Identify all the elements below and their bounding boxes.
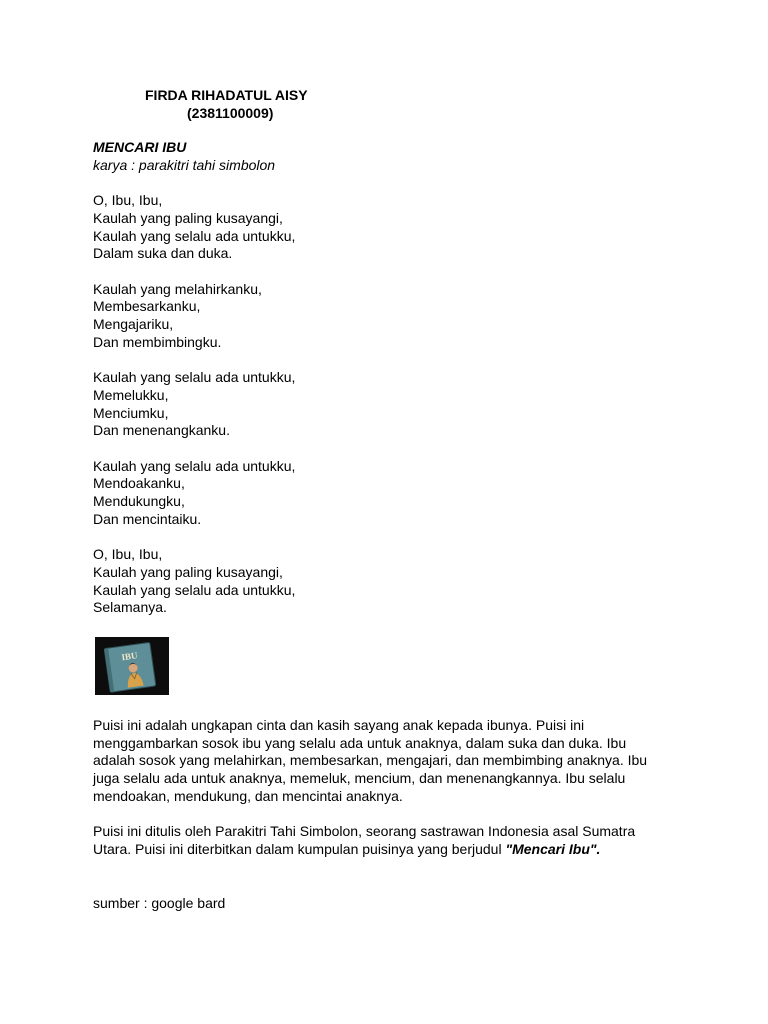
poem-line: Memelukku,: [93, 386, 169, 403]
poem-line: Kaulah yang melahirkanku,: [93, 280, 262, 297]
poem-section: [93, 139, 673, 617]
author-name: FIRDA RIHADATUL AISY: [145, 87, 308, 103]
poem-line: Kaulah yang paling kusayangi,: [93, 563, 283, 580]
poem-line: Selamanya.: [93, 599, 167, 616]
poem-author: karya : parakitri tahi simbolon: [93, 156, 276, 173]
description-section: [93, 717, 668, 859]
poem-line: O, Ibu, Ibu,: [93, 192, 163, 209]
poem-line: Mengajariku,: [93, 316, 174, 332]
stanza: [93, 369, 673, 440]
stanza: [93, 546, 673, 617]
stanza: [93, 281, 673, 352]
poem-line: Mendoakanku,: [93, 475, 185, 492]
poem-line: Kaulah yang paling kusayangi,: [93, 209, 283, 226]
poem-line: Kaulah yang selalu ada untukku,: [93, 227, 296, 244]
poem-line: Dan membimbingku.: [93, 333, 222, 350]
poem-line: Kaulah yang selalu ada untukku,: [93, 581, 296, 598]
poem-title: MENCARI IBU: [93, 139, 187, 155]
poem-line: Kaulah yang selalu ada untukku,: [93, 457, 296, 474]
book-title-emphasis: "Mencari Ibu".: [505, 840, 601, 857]
cover-title-text: IBU: [120, 650, 139, 663]
description-paragraph: [93, 823, 668, 858]
poem-line: Membesarkanku,: [93, 298, 201, 315]
stanza: [93, 192, 673, 263]
book-cover-image: [95, 637, 169, 695]
source-line: sumber : google bard: [93, 895, 226, 911]
description-text: Puisi ini ditulis oleh Parakitri Tahi Simbolon, seorang sastrawan Indonesia asal Sumatra Utara. Puisi ini diterbitkan dalam kumpulan puisinya yang berjudul: [93, 823, 636, 857]
poem-line: Menciumku,: [93, 404, 169, 421]
poem-line: Dan mencintaiku.: [93, 510, 202, 527]
poem-line: Kaulah yang selalu ada untukku,: [93, 369, 296, 386]
poem-line: Dalam suka dan duka.: [93, 245, 233, 262]
poem-line: O, Ibu, Ibu,: [93, 546, 163, 563]
poem-line: Dan menenangkanku.: [93, 422, 230, 439]
book-cover-illustration: [95, 637, 169, 695]
poem-line: Mendukungku,: [93, 493, 185, 509]
stanza: [93, 458, 673, 529]
description-paragraph: Puisi ini adalah ungkapan cinta dan kasih sayang anak kepada ibunya. Puisi ini menggambarkan sosok ibu yang selalu ada untuk anaknya, dalam suka dan duka. Ibu adalah sosok yang melahirkan, membesarkan, mengajari, dan membimbing anaknya. Ibu juga selalu ada untuk anaknya, memeluk, mencium, dan menenangkannya. Ibu selalu mendoakan, mendukung, dan mencintai anaknya.: [93, 717, 648, 804]
student-id: (2381100009): [187, 105, 274, 121]
